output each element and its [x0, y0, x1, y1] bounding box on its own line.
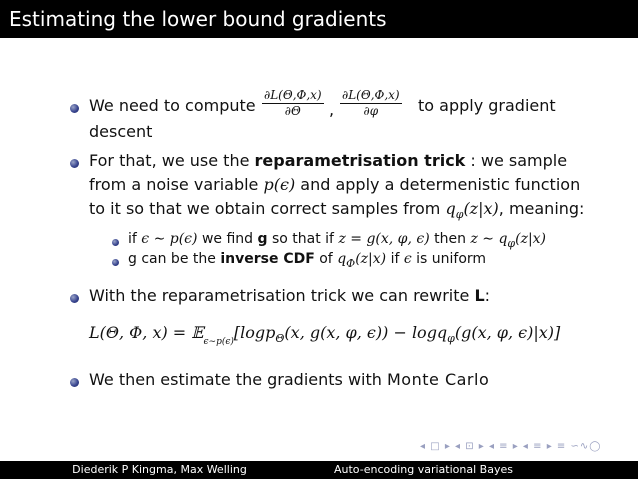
eq-body1-sub: Θ: [275, 332, 285, 345]
sub2-a: g can be the: [128, 251, 216, 267]
bullet2-line2-c: and apply a determenistic function: [300, 175, 581, 194]
bullet3-colon: :: [484, 286, 491, 305]
sub1-b: ϵ ∼ p(ϵ): [141, 231, 198, 247]
sub1-f: z = g(x, φ, ϵ): [338, 231, 430, 247]
sub-bullet-icon: [112, 259, 119, 266]
footer-talk-box: [319, 461, 638, 479]
eq-body1: [logp: [233, 323, 276, 342]
bullet4-text: [89, 370, 489, 389]
bullet1-text: [89, 96, 256, 115]
sub2-if: if: [390, 251, 400, 267]
beamer-navigation[interactable]: [420, 441, 632, 453]
bullet-icon: [70, 378, 79, 387]
eq-expectation: 𝔼: [191, 323, 204, 342]
eq-body2: (x, g(x, φ, ϵ)) − logq: [284, 323, 448, 342]
footer-talk-title: Auto-encoding variational Bayes: [334, 463, 513, 476]
bullet2-line2-a: from a noise variable: [89, 175, 259, 194]
bullet2-line1: [89, 151, 567, 170]
fraction2-denominator: ∂φ: [363, 104, 379, 118]
fraction2-numerator: ∂L(Θ,Φ,x): [342, 88, 400, 102]
sub1-a: if: [128, 231, 137, 247]
slide-title: Estimating the lower bound gradients: [9, 7, 387, 31]
sub1-g: g: [257, 231, 268, 247]
fraction-separator: ,: [329, 100, 335, 119]
nav-symbols-icon[interactable]: ◂ □ ▸ ◂ ⊡ ▸ ◂ ≡ ▸ ◂ ≡ ▸ ≡ ∽∿◯: [420, 441, 602, 452]
bullet1-text-line2: descent: [89, 122, 153, 141]
eq-body2-sub: φ: [447, 332, 455, 345]
slide-footer: [0, 461, 638, 479]
bullet-icon: [70, 294, 79, 303]
q-phi-term: [445, 199, 499, 221]
sub2-q-sub: Φ: [346, 257, 356, 270]
bullet3-text: [89, 286, 490, 305]
bullet2-line3-d: , meaning:: [498, 199, 585, 218]
sub1-then: then: [434, 231, 466, 247]
bullet3-L: L: [474, 286, 485, 305]
monte-carlo-term: Monte Carlo: [387, 370, 490, 389]
sub1-h-main: z ∼ q: [470, 231, 508, 247]
q-symbol: q: [445, 199, 456, 218]
sub1-h: [470, 231, 547, 250]
sub-bullet2: [128, 251, 486, 270]
footer-authors: Diederik P Kingma, Max Welling: [72, 463, 247, 476]
sub-bullet1: [128, 231, 546, 250]
sub2-c: of: [319, 251, 333, 267]
bullet2-line3: [89, 199, 584, 221]
bullet1-text-before: We need to compute: [89, 96, 256, 115]
bullet4-a: We then estimate the gradients with: [89, 370, 382, 389]
sub2-q-arg: (z|x): [355, 251, 387, 267]
fraction1-numerator: ∂L(Θ,Φ,x): [264, 88, 322, 102]
noise-distribution: p(ϵ): [263, 175, 296, 194]
q-argument: (z|x): [463, 199, 499, 218]
inverse-cdf-term: inverse CDF: [220, 251, 315, 267]
eq-lhs: L(Θ, Φ, x) =: [89, 323, 187, 342]
sub1-i: (z|x): [515, 231, 547, 247]
reparametrisation-trick-term: reparametrisation trick: [254, 151, 466, 170]
footer-authors-box: [0, 461, 319, 479]
sub1-e: so that if: [271, 231, 334, 247]
bullet1-text-after: to apply gradient: [418, 96, 556, 115]
bullet2-line1-a: For that, we use the: [89, 151, 250, 170]
sub1-c: we find: [201, 231, 254, 247]
fraction1-denominator: ∂Θ: [284, 104, 301, 118]
sub2-q: [337, 251, 387, 270]
sub2-q-main: q: [337, 251, 347, 267]
bullet2-line1-c: : we sample: [470, 151, 568, 170]
fraction-dtheta: [262, 88, 324, 119]
eq-body3: (g(x, φ, ϵ)|x)]: [454, 323, 561, 342]
bullet3-a: With the reparametrisation trick we can rewrite: [89, 286, 470, 305]
bullet2-line2: [89, 175, 580, 194]
sub-bullet-icon: [112, 239, 119, 246]
sub2-epsilon: ϵ: [403, 251, 412, 267]
eq-expectation-sub: ϵ∼p(ϵ): [203, 337, 234, 347]
bullet2-line3-a: to it so that we obtain correct samples from: [89, 199, 441, 218]
bullet-icon: [70, 104, 79, 113]
q-subscript: φ: [455, 208, 464, 221]
sub1-h-sub: φ: [507, 237, 516, 250]
lower-bound-equation: [89, 323, 560, 347]
sub2-h: is uniform: [416, 251, 487, 267]
fraction-dphi: [340, 88, 402, 119]
bullet-icon: [70, 159, 79, 168]
